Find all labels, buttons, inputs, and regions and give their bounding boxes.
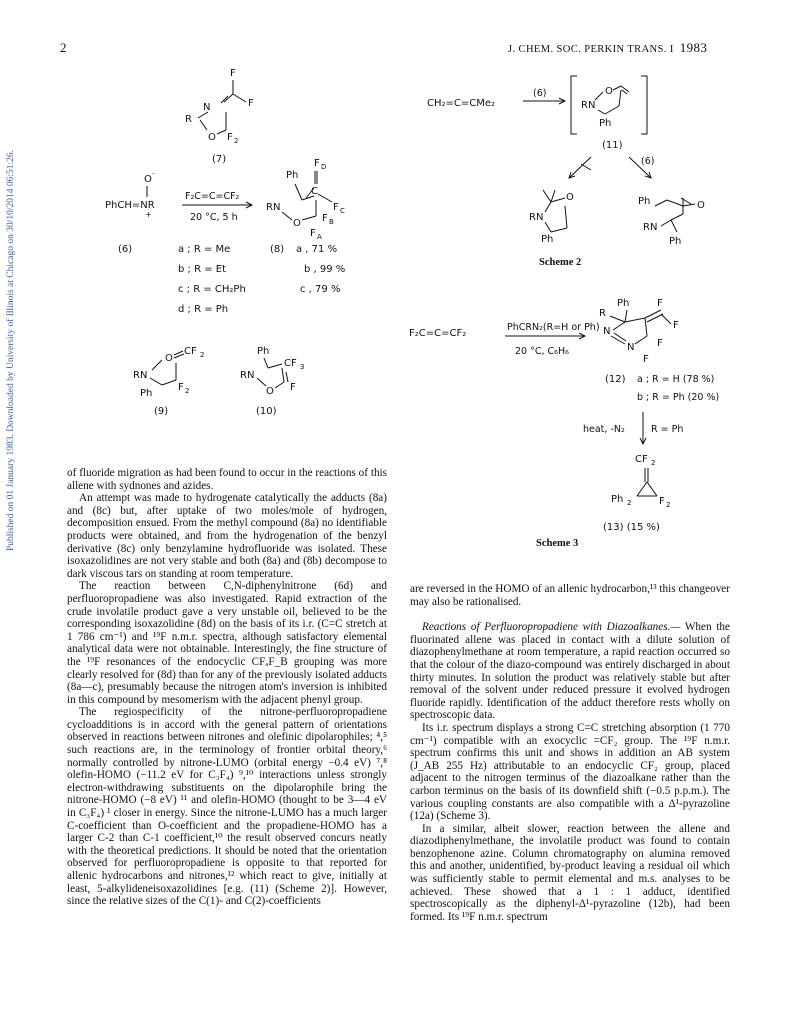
svg-text:F: F xyxy=(657,338,663,349)
substituent-list xyxy=(178,244,345,315)
scheme-3 xyxy=(409,298,719,533)
svg-text:F: F xyxy=(322,213,328,224)
svg-text:O: O xyxy=(697,200,705,211)
conditions-label: 20 °C, 5 h xyxy=(190,212,238,223)
svg-text:O: O xyxy=(605,86,613,97)
svg-text:F: F xyxy=(657,298,663,309)
svg-text:RN: RN xyxy=(240,370,255,381)
svg-text:F: F xyxy=(310,228,316,239)
svg-text:2: 2 xyxy=(627,499,632,507)
reagent-label: F₂C=C=CF₂ xyxy=(185,191,240,202)
structure-8 xyxy=(266,158,345,255)
svg-text:Ph: Ph xyxy=(669,236,682,247)
subst-d: d ; R = Ph xyxy=(178,304,229,315)
svg-text:R: R xyxy=(185,114,192,125)
label-12: (12) xyxy=(605,374,626,385)
svg-text:2: 2 xyxy=(234,137,239,145)
svg-text:F: F xyxy=(673,320,679,331)
label-7: (7) xyxy=(212,154,227,165)
svg-text:F: F xyxy=(314,158,320,169)
yield-b: b , 99 % xyxy=(304,264,346,275)
svg-text:C: C xyxy=(311,186,318,197)
watermark-text: Published on 01 January 1983. Downloaded by University of Illinois at Chicago on 30/10/2014 06:51:26. xyxy=(6,150,16,552)
svg-text:3: 3 xyxy=(300,363,305,371)
svg-text:O: O xyxy=(566,192,574,203)
svg-text:RN: RN xyxy=(133,370,148,381)
subst-c: c ; R = CH₂Ph xyxy=(178,284,246,295)
paragraph: The reaction between C,N-diphenylnitrone (6d) and perfluoropropadiene was also investigated. Rapid extraction of the crude involatile product gave a very unstable oil, believed to be the corresponding isoxazolidine (8d) on the basis of its i.r. (C=C stretch at 1 786 cm⁻¹) and ¹⁹F n.m.r. spectra, although satisfactory elemental analytical data were not obtainable. Interestingly, the fine structure of the ¹⁹F resonances of the endocyclic CFₐF_B grouping was more clearly resolved for (8d) than for any of the previously isolated adducts (8a—c), presumably because the nitrogen atom's inversion is inhibited in this compound by mesomerism with the adjacent phenyl group. xyxy=(67,580,387,706)
svg-text:-: - xyxy=(152,170,155,178)
svg-text:Ph: Ph xyxy=(617,298,630,309)
yield-a: a , 71 % xyxy=(296,244,338,255)
svg-text:C: C xyxy=(340,207,345,215)
svg-text:2: 2 xyxy=(651,459,656,467)
journal-title: J. CHEM. SOC. PERKIN TRANS. I xyxy=(508,44,674,55)
svg-text:F: F xyxy=(227,132,233,143)
label-13: (13) (15 %) xyxy=(603,522,660,533)
svg-text:O: O xyxy=(293,218,301,229)
nitrone-6 xyxy=(105,170,252,255)
structure-7 xyxy=(185,68,254,165)
svg-text:R: R xyxy=(599,308,606,319)
svg-text:F: F xyxy=(248,98,254,109)
svg-text:N: N xyxy=(203,102,211,113)
svg-text:F: F xyxy=(290,382,296,393)
svg-text:+: + xyxy=(145,210,152,219)
page-number: 2 xyxy=(60,40,67,55)
svg-text:Ph: Ph xyxy=(541,234,554,245)
diazo-conditions: 20 °C, C₆H₆ xyxy=(515,346,569,357)
yield-c: c , 79 % xyxy=(300,284,341,295)
paragraph: An attempt was made to hydrogenate catalytically the adducts (8a) and (8c) but, after uptake of two moles/mole of hydrogen, decomposition ensued. From the methyl compound (8a) no identifiable products were obtained, and from the hydrogenation of the benzyl derivative (8c) only benzylamine hydrofluoride was isolated. These isoxazolidines are not very stable and both (8a) and (8b) decompose to dark viscous tars on standing at room temperature. xyxy=(67,492,387,580)
paragraph: Its i.r. spectrum displays a strong C=C stretching absorption (1 770 cm⁻¹) compatible with an exocyclic =CF₂ group. The ¹⁹F n.m.r. spectrum confirms this unit and shows in addition an AB system (J_AB 255 Hz) attributable to an endocyclic CF₂ group, placed adjacent to the nitrogen terminus of the diazoalkane rather than the carbon terminus on the basis of its downfield shift (−0.5 p.p.m.). The various coupling constants are also compatible with a Δ¹-pyrazoline (12a) (Scheme 3). xyxy=(410,721,730,823)
allene-hydrocarbon: CH₂=C=CMe₂ xyxy=(427,98,496,109)
svg-text:RN: RN xyxy=(643,222,658,233)
journal-header xyxy=(508,40,707,56)
svg-text:B: B xyxy=(329,218,334,226)
svg-text:O: O xyxy=(266,386,274,397)
allene-scheme xyxy=(405,60,745,560)
label-12a: a ; R = H (78 %) xyxy=(637,374,715,385)
perfluoropropadiene: F₂C=C=CF₂ xyxy=(409,328,467,339)
svg-text:CF: CF xyxy=(635,454,648,465)
svg-text:N: N xyxy=(603,326,611,337)
svg-text:Ph: Ph xyxy=(638,196,651,207)
svg-text:RN: RN xyxy=(529,212,544,223)
svg-text:CF: CF xyxy=(284,358,297,369)
svg-text:O: O xyxy=(208,132,216,143)
label-6: (6) xyxy=(118,244,133,255)
label-9: (9) xyxy=(154,406,169,417)
svg-text:F: F xyxy=(230,68,236,79)
label-10: (10) xyxy=(256,406,277,417)
section-heading: Reactions of Perfluoropropadiene with Diazoalkanes.— xyxy=(422,621,681,634)
svg-text:Ph: Ph xyxy=(257,346,270,357)
svg-text:F: F xyxy=(333,202,339,213)
svg-text:CF: CF xyxy=(184,346,197,357)
paragraph: of fluoride migration as had been found to occur in the reactions of this allene with sydnones and azides. xyxy=(67,467,387,492)
svg-text:A: A xyxy=(317,233,322,241)
svg-text:Ph: Ph xyxy=(611,494,624,505)
step-6-label: (6) xyxy=(533,88,547,99)
scheme-2 xyxy=(427,76,705,268)
paragraph: The regiospecificity of the nitrone-perfluoropropadiene cycloadditions is in accord with the general pattern of orientations observed in reactions between nitrones and olefinic dipolarophiles; ⁴,⁵ such reactions are, in the terminology of frontier orbital theory,⁶ normally controlled by nitrone-LUMO (orbital energy −0.4 eV) ⁷,⁸ olefin-HOMO (−11.2 eV for C₃F₄) ⁹,¹⁰ interactions unless strongly electron-withdrawing substituents on the dipolarophile bring the nitrone-HOMO (−8 eV) ¹¹ and olefin-HOMO (thought to be 3—4 eV in C₃F₄) ¹ closer in energy. Since the nitrone-LUMO has a much larger C-coefficient than O-coefficient and the propadiene-HOMO has a larger C-2 than C-1 coefficient,¹⁰ the result observed concurs neatly with the theoretical predictions. It should be noted that the orientation observed for perfluoropropadiene is opposite to that reported for allenic hydrocarbons and nitrones,¹² which react to give, initially at least, 5-alkylideneisoxazolidines [e.g. (11) (Scheme 2)]. However, since the relative sizes of the C(1)- and C(2)-coefficients xyxy=(67,706,387,908)
svg-text:2: 2 xyxy=(200,351,205,359)
nitrone-scheme xyxy=(60,60,400,460)
svg-text:2: 2 xyxy=(666,501,671,509)
svg-text:RN: RN xyxy=(581,100,596,111)
nitrone-formula: PhCH=NR xyxy=(105,200,155,211)
scheme-3-caption: Scheme 3 xyxy=(536,538,579,549)
label-12b: b ; R = Ph (20 %) xyxy=(637,392,720,403)
svg-text:(6): (6) xyxy=(641,156,655,167)
rph-label: R = Ph xyxy=(651,424,684,435)
subst-b: b ; R = Et xyxy=(178,264,226,275)
svg-text:F: F xyxy=(659,496,665,507)
svg-text:F: F xyxy=(643,354,649,365)
svg-text:O: O xyxy=(165,353,173,364)
svg-text:RN: RN xyxy=(266,202,281,213)
journal-year: 1983 xyxy=(679,40,708,55)
subst-a: a ; R = Me xyxy=(178,244,231,255)
svg-text:Ph: Ph xyxy=(286,170,299,181)
paragraph-text: When the fluorinated allene was placed in contact with a dilute solution of diazophenylmethane at room temperature, a rapid reaction occurred so that the colour of the diazo-compound was entirely discharged in about thirty minutes. In solution the product was relatively stable but after removal of the solvent under reduced pressure it evolved hydrogen fluoride rapidly. Identification of the adduct therefore rests wholly on spectroscopic data. xyxy=(410,621,730,722)
label-11: (11) xyxy=(602,140,623,151)
label-8: (8) xyxy=(270,244,285,255)
svg-text:N: N xyxy=(627,342,635,353)
paragraph: are reversed in the HOMO of an allenic hydrocarbon,¹³ this changeover may also be rationalised. xyxy=(410,583,730,608)
download-watermark xyxy=(6,150,20,670)
section-paragraph xyxy=(410,621,730,722)
svg-text:D: D xyxy=(321,163,327,171)
left-text-column xyxy=(67,467,387,908)
diazo-reagent: PhCRN₂(R=H or Ph) xyxy=(507,322,600,333)
paragraph: In a similar, albeit slower, reaction between the allene and diazodiphenylmethane, the involatile product was found to contain benzophenone azine. Column chromatography on alumina removed this and another, unidentified, by-product leaving a residual oil which was sufficiently stable to permit elemental and m.s. analyses to be achieved. These showed that a 1 : 1 adduct, identified spectroscopically as the diphenyl-Δ¹-pyrazoline (12b), had been formed. Its ¹⁹F n.m.r. spectrum xyxy=(410,822,730,923)
structure-9 xyxy=(133,346,204,417)
svg-text:Ph: Ph xyxy=(599,118,612,129)
right-text-column xyxy=(410,583,730,923)
scheme-2-caption: Scheme 2 xyxy=(539,257,582,268)
svg-text:O: O xyxy=(144,174,152,185)
svg-text:Ph: Ph xyxy=(140,388,153,399)
svg-text:2: 2 xyxy=(185,387,190,395)
heat-label: heat, -N₂ xyxy=(583,424,625,435)
structure-10 xyxy=(240,346,304,417)
svg-text:F: F xyxy=(178,382,184,393)
